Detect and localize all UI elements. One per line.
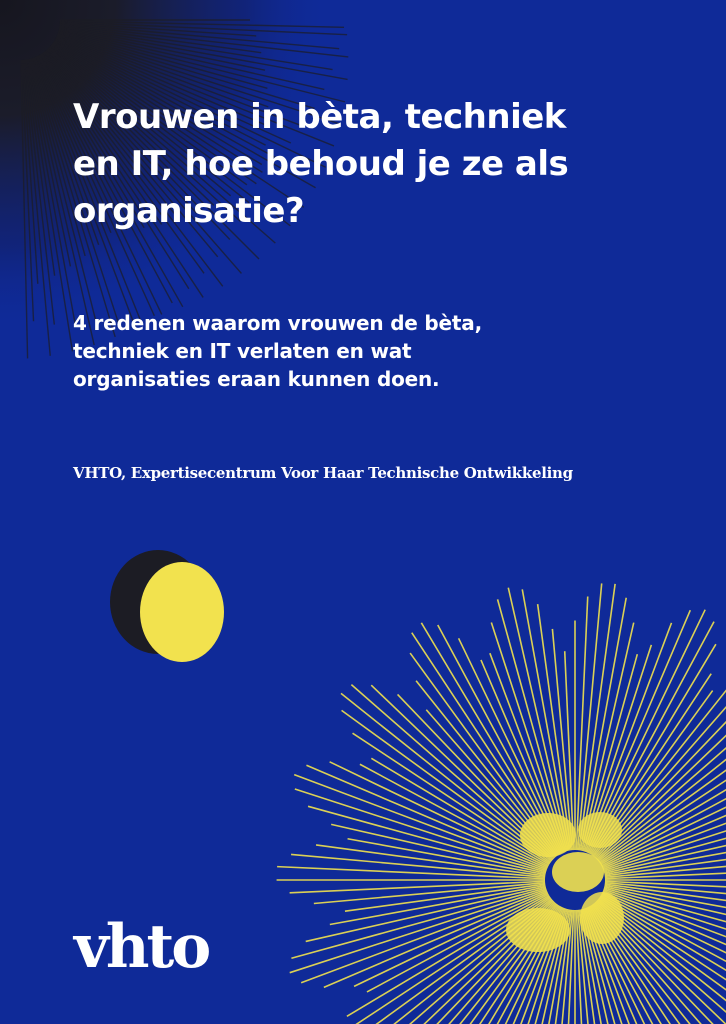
vhto-logo: vhto	[74, 912, 209, 982]
sunburst-ray	[290, 881, 545, 892]
subtitle-line: 4 redenen waarom vrouwen de bèta,	[73, 311, 482, 335]
organization-name: VHTO, Expertisecentrum Voor Haar Technische Ontwikkeling	[73, 464, 573, 482]
cover-subtitle	[73, 309, 613, 393]
title-line: Vrouwen in bèta, techniek	[73, 97, 566, 137]
sunburst-ray	[576, 596, 587, 850]
subtitle-line: organisaties eraan kunnen doen.	[73, 367, 440, 391]
subtitle-line: techniek en IT verlaten en wat	[73, 339, 412, 363]
sunburst-ray	[601, 737, 726, 864]
sunburst-ray	[277, 867, 545, 879]
cylinder-shape	[110, 550, 224, 662]
yellow-sunburst-rays	[277, 583, 726, 1024]
cover-title	[73, 94, 653, 235]
sunburst-ray	[498, 599, 567, 851]
title-line: en IT, hoe behoud je ze als	[73, 144, 569, 184]
title-line: organisatie?	[73, 191, 305, 231]
